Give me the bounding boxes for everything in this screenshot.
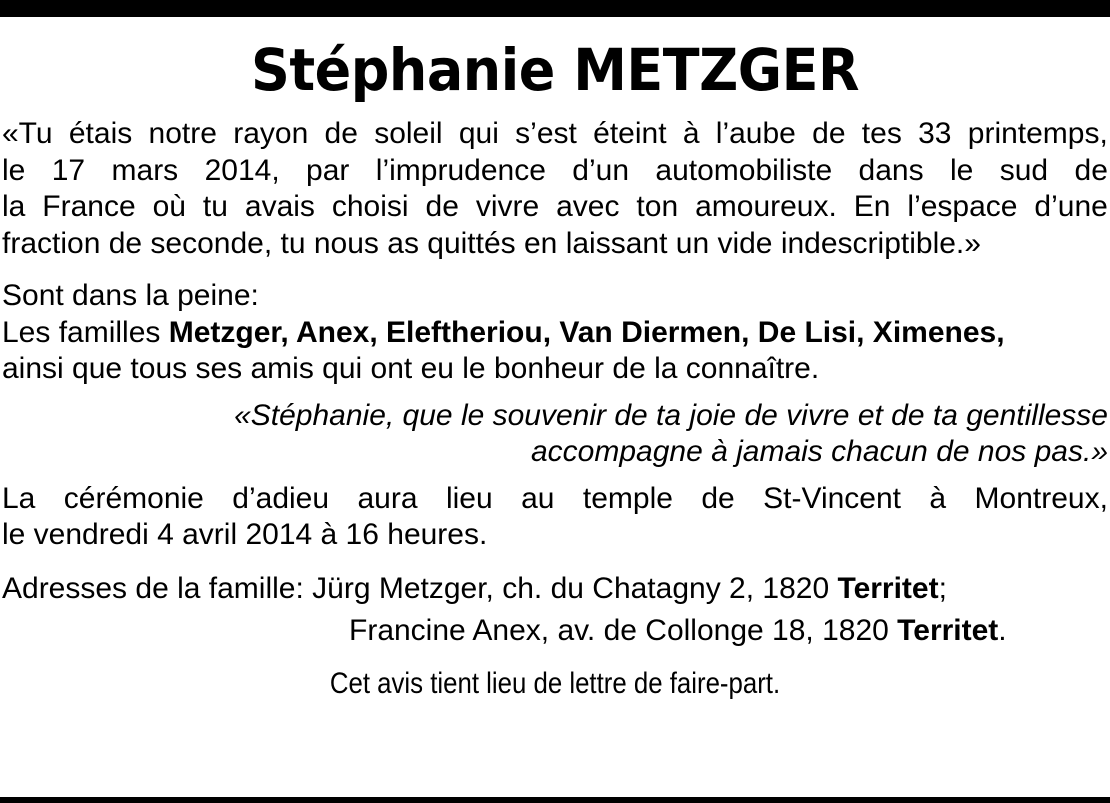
word: de <box>1074 153 1108 187</box>
family-names: Metzger, Anex, Eleftheriou, Van Diermen, De Lisi, Ximenes, <box>168 315 1005 349</box>
word: Montreux, <box>974 481 1108 515</box>
word: étais <box>68 117 133 150</box>
word: St-Vincent <box>763 481 901 515</box>
word: tu <box>202 190 228 223</box>
address-2-place: Territet <box>897 613 999 647</box>
top-border-rule <box>0 0 1110 17</box>
tribute-line-last: fraction de seconde, tu nous as quittés en laissant un vide indescriptible.» <box>2 226 981 260</box>
families-prefix: Les familles <box>2 315 169 349</box>
families-line <box>2 315 1108 352</box>
word: 2014, <box>204 153 280 187</box>
word: lieu <box>445 481 493 515</box>
word: printemps, <box>967 117 1108 150</box>
word: temple <box>582 481 673 515</box>
address-2-end: . <box>998 613 1007 647</box>
word: sud <box>999 153 1049 187</box>
word: au <box>521 481 555 515</box>
friends-line: ainsi que tous ses amis qui ont eu le bonheur de la connaître. <box>2 352 820 385</box>
word: vivre <box>475 190 540 223</box>
word: amoureux. <box>695 190 837 223</box>
word: «Tu <box>2 117 53 150</box>
closing-note: Cet avis tient lieu de lettre de faire-part. <box>329 666 781 700</box>
tribute-line <box>2 189 1108 226</box>
word: éteint <box>593 117 667 150</box>
address-1-end: ; <box>938 571 947 605</box>
obituary-notice <box>2 30 1108 704</box>
address-row-1 <box>2 568 1108 610</box>
word: cérémonie <box>63 481 204 515</box>
ceremony-info <box>2 481 1108 554</box>
address-1-place: Territet <box>837 571 939 605</box>
word: automobiliste <box>655 153 833 187</box>
word: avais <box>244 190 315 223</box>
quote-line-1: «Stéphanie, que le souvenir de ta joie de vivre et de ta gentillesse <box>234 398 1108 432</box>
quote-line-2: accompagne à jamais chacun de nos pas.» <box>530 435 1108 468</box>
word: de <box>701 481 735 515</box>
word: la <box>2 190 26 223</box>
addresses-label: Adresses de la famille: <box>2 571 313 605</box>
bottom-border-rule <box>0 797 1110 803</box>
word: aura <box>357 481 418 515</box>
mourners-section <box>2 278 1108 388</box>
address-1-text: Jürg Metzger, ch. du Chatagny 2, 1820 <box>312 571 838 605</box>
address-2-text: Francine Anex, av. de Collonge 18, 1820 <box>349 613 898 647</box>
word: le <box>950 153 974 187</box>
word: dans <box>858 153 924 187</box>
word: l’espace <box>907 190 1018 223</box>
word: d’un <box>572 153 629 187</box>
word: rayon <box>233 117 309 150</box>
word: choisi <box>331 190 409 223</box>
word: à <box>929 481 947 515</box>
tribute-line <box>2 116 1108 153</box>
word: tes <box>861 117 902 150</box>
deceased-name-heading: Stéphanie METZGER <box>250 36 860 104</box>
word: notre <box>148 117 217 150</box>
word: s’est <box>515 117 577 150</box>
word: où <box>152 190 186 223</box>
word: qui <box>458 117 499 150</box>
word: à <box>682 117 700 150</box>
family-addresses <box>2 568 1108 652</box>
word: France <box>42 190 136 223</box>
word: de <box>324 117 358 150</box>
address-row-2 <box>2 610 1108 652</box>
word: d’adieu <box>232 481 330 515</box>
word: avec <box>556 190 620 223</box>
word: de <box>425 190 459 223</box>
word: ton <box>636 190 679 223</box>
word: par <box>306 153 350 187</box>
word: La <box>2 481 36 515</box>
memorial-quote <box>2 398 1108 471</box>
tribute-line <box>2 153 1108 190</box>
ceremony-line-1 <box>2 481 1108 518</box>
word: le <box>2 153 26 187</box>
word: de <box>812 117 846 150</box>
word: l’aube <box>715 117 796 150</box>
tribute-paragraph <box>2 116 1108 268</box>
word: En <box>853 190 891 223</box>
word: 33 <box>918 117 952 150</box>
word: mars <box>111 153 179 187</box>
mourners-heading: Sont dans la peine: <box>2 279 259 312</box>
ceremony-line-2: le vendredi 4 avril 2014 à 16 heures. <box>2 518 488 551</box>
word: 17 <box>51 153 86 187</box>
word: d’une <box>1034 190 1108 223</box>
word: l’imprudence <box>375 153 546 187</box>
word: soleil <box>374 117 443 150</box>
